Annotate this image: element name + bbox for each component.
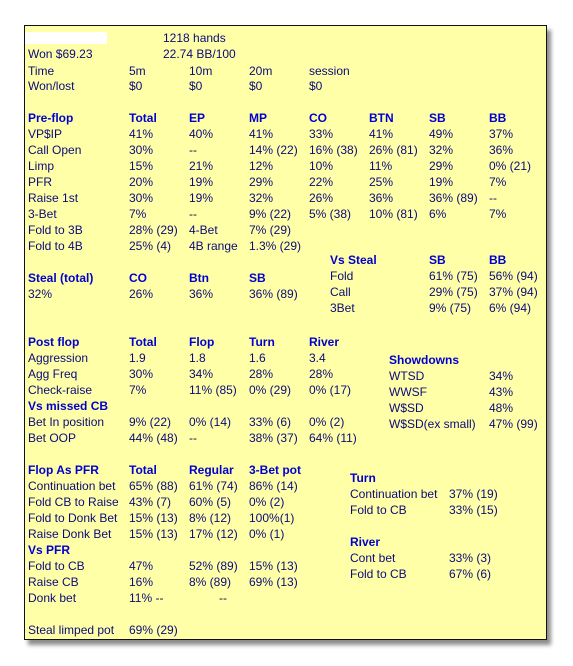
stat-label: Aggression bbox=[28, 351, 89, 365]
stat-value: 8% (12) bbox=[189, 511, 232, 525]
stat-label: Fold to CB bbox=[350, 503, 407, 517]
stat-value: 12% bbox=[249, 159, 274, 173]
stat-label: 3-Bet bbox=[28, 207, 57, 221]
stat-value: -- bbox=[219, 591, 227, 605]
stat-value: 43% bbox=[489, 385, 514, 399]
stat-label: WTSD bbox=[389, 369, 425, 383]
stat-value: 67% (6) bbox=[449, 567, 492, 581]
stat-value: -- bbox=[189, 207, 197, 221]
stat-value: 15% (13) bbox=[249, 559, 298, 573]
stat-value: 10% (81) bbox=[369, 207, 418, 221]
preflop-col-mp: MP bbox=[249, 111, 267, 125]
stat-value: 19% bbox=[429, 175, 454, 189]
stat-value: 28% bbox=[309, 367, 334, 381]
stat-value: 37% bbox=[489, 127, 514, 141]
period-10m: 10m bbox=[189, 64, 213, 78]
stat-label: Call bbox=[330, 285, 351, 299]
stat-value: 37% (94) bbox=[489, 285, 538, 299]
won-amount: Won $69.23 bbox=[28, 47, 93, 61]
steal-col-sb: SB bbox=[249, 271, 266, 285]
stat-value: 0% (14) bbox=[189, 415, 232, 429]
stat-value: 5% (38) bbox=[309, 207, 352, 221]
stat-label: Donk bet bbox=[28, 591, 77, 605]
stat-value: 1.8 bbox=[189, 351, 206, 365]
stat-label: W$SD(ex small) bbox=[389, 417, 476, 431]
time-label: Time bbox=[28, 64, 55, 78]
vs-missed-cb-header: Vs missed CB bbox=[28, 399, 109, 413]
stat-value: 7% bbox=[489, 207, 507, 221]
stat-value: 26% (81) bbox=[369, 143, 418, 157]
four-bet-range-label: 4B range bbox=[189, 239, 238, 253]
stat-value: 30% bbox=[129, 143, 154, 157]
stat-label: 3Bet bbox=[330, 301, 355, 315]
stat-value: 32% bbox=[429, 143, 454, 157]
stat-label: Fold CB to Raise bbox=[28, 495, 119, 509]
river-header: River bbox=[350, 535, 381, 549]
stat-label: Fold to CB bbox=[28, 559, 85, 573]
showdowns-header: Showdowns bbox=[389, 353, 459, 367]
stat-value: 40% bbox=[189, 127, 214, 141]
player-stats-hud bbox=[24, 25, 547, 640]
stat-label: Agg Freq bbox=[28, 367, 78, 381]
stat-value: 9% (22) bbox=[129, 415, 172, 429]
stat-label: WWSF bbox=[389, 385, 427, 399]
flop-pfr-col-regular: Regular bbox=[189, 463, 234, 477]
stat-value: 21% bbox=[189, 159, 214, 173]
wonlost-session: $0 bbox=[309, 79, 323, 93]
steal-col-co: CO bbox=[129, 271, 147, 285]
stat-value: 11% (85) bbox=[189, 383, 237, 397]
stat-value: 30% bbox=[129, 191, 154, 205]
stat-value: 19% bbox=[189, 191, 214, 205]
stat-label: Bet OOP bbox=[28, 431, 77, 445]
stat-value: 56% (94) bbox=[489, 269, 538, 283]
stat-value: 26% bbox=[309, 191, 334, 205]
stat-value: 33% (15) bbox=[449, 503, 498, 517]
stat-value: 1.6 bbox=[249, 351, 266, 365]
vs-steal-header: Vs Steal bbox=[330, 253, 377, 267]
flop-pfr-col-total: Total bbox=[129, 463, 157, 477]
stat-value: -- bbox=[489, 191, 497, 205]
stat-value: 7% bbox=[129, 383, 147, 397]
stat-value: 17% (12) bbox=[189, 527, 238, 541]
postflop-col-total: Total bbox=[129, 335, 157, 349]
stat-value: 16% (38) bbox=[309, 143, 358, 157]
period-session: session bbox=[309, 64, 350, 78]
stat-value: 25% bbox=[369, 175, 394, 189]
stat-value: 36% bbox=[489, 143, 514, 157]
stat-label: Fold to CB bbox=[350, 567, 407, 581]
stat-value: 100%(1) bbox=[249, 511, 295, 525]
stat-value: 15% (13) bbox=[129, 511, 178, 525]
stat-value: 38% (37) bbox=[249, 431, 298, 445]
fold-to-4b-label: Fold to 4B bbox=[28, 239, 83, 253]
stat-value: 0% (17) bbox=[309, 383, 352, 397]
stat-value: 69% (13) bbox=[249, 575, 298, 589]
stat-label: Call Open bbox=[28, 143, 82, 157]
stat-label: Cont bet bbox=[350, 551, 396, 565]
stat-value: 36% bbox=[369, 191, 394, 205]
stat-value: 9% (22) bbox=[249, 207, 292, 221]
stat-value: 7% bbox=[129, 207, 147, 221]
stat-value: 48% bbox=[489, 401, 514, 415]
stat-value: 32% bbox=[249, 191, 274, 205]
stat-value: 15% (13) bbox=[129, 527, 178, 541]
preflop-col-bb: BB bbox=[489, 111, 507, 125]
stat-label: Raise Donk Bet bbox=[28, 527, 112, 541]
steal-limped-pot-value: 69% (29) bbox=[129, 623, 178, 637]
stat-value: 6% bbox=[429, 207, 447, 221]
stat-value: 0% (29) bbox=[249, 383, 292, 397]
wonlost-5m: $0 bbox=[129, 79, 143, 93]
stat-value: 86% (14) bbox=[249, 479, 298, 493]
stat-value: 6% (94) bbox=[489, 301, 532, 315]
period-5m: 5m bbox=[129, 64, 146, 78]
stat-label: Continuation bet bbox=[28, 479, 116, 493]
stat-value: 8% (89) bbox=[189, 575, 232, 589]
stat-value: 64% (11) bbox=[309, 431, 357, 445]
stat-value: 29% (75) bbox=[429, 285, 478, 299]
stat-value: 10% bbox=[309, 159, 334, 173]
fold-to-3b-value: 28% (29) bbox=[129, 223, 178, 237]
stat-value: 43% (7) bbox=[129, 495, 172, 509]
stat-value: 11% -- bbox=[129, 591, 164, 605]
stat-value: -- bbox=[189, 143, 197, 157]
stat-label: VP$IP bbox=[28, 127, 63, 141]
postflop-col-turn: Turn bbox=[249, 335, 275, 349]
stat-value: 33% bbox=[309, 127, 334, 141]
stat-label: Raise 1st bbox=[28, 191, 79, 205]
stat-value: 11% bbox=[369, 159, 393, 173]
flop-pfr-header: Flop As PFR bbox=[28, 463, 99, 477]
four-bet-value: 7% (29) bbox=[249, 223, 292, 237]
steal-total-value: 32% bbox=[28, 287, 53, 301]
stat-label: Fold bbox=[330, 269, 354, 283]
stat-value: 61% (74) bbox=[189, 479, 238, 493]
hands-count: 1218 hands bbox=[163, 31, 226, 45]
stat-value: 30% bbox=[129, 367, 154, 381]
stat-value: 14% (22) bbox=[249, 143, 298, 157]
flop-pfr-col-3bet-pot: 3-Bet pot bbox=[249, 463, 301, 477]
preflop-col-total: Total bbox=[129, 111, 157, 125]
stat-value: 41% bbox=[369, 127, 394, 141]
player-name-redacted bbox=[25, 32, 107, 44]
stat-label: W$SD bbox=[389, 401, 424, 415]
wonlost-20m: $0 bbox=[249, 79, 263, 93]
preflop-col-ep: EP bbox=[189, 111, 206, 125]
stat-value: 20% bbox=[129, 175, 154, 189]
period-20m: 20m bbox=[249, 64, 273, 78]
bb-per-100: 22.74 BB/100 bbox=[163, 47, 236, 61]
steal-co-value: 26% bbox=[129, 287, 154, 301]
stat-value: 36% (89) bbox=[429, 191, 478, 205]
vs-steal-col-sb: SB bbox=[429, 253, 446, 267]
stat-value: 0% (1) bbox=[249, 527, 285, 541]
stat-label: Fold to Donk Bet bbox=[28, 511, 118, 525]
stat-value: 9% (75) bbox=[429, 301, 472, 315]
steal-limped-pot-label: Steal limped pot bbox=[28, 623, 115, 637]
stat-value: 29% bbox=[249, 175, 274, 189]
stat-value: 65% (88) bbox=[129, 479, 178, 493]
stat-label: PFR bbox=[28, 175, 52, 189]
stat-value: 33% (6) bbox=[249, 415, 292, 429]
preflop-col-co: CO bbox=[309, 111, 327, 125]
stat-value: 16% bbox=[129, 575, 154, 589]
postflop-col-river: River bbox=[309, 335, 340, 349]
postflop-col-flop: Flop bbox=[189, 335, 215, 349]
stat-value: -- bbox=[189, 431, 197, 445]
stat-value: 0% (2) bbox=[249, 495, 285, 509]
stat-label: Continuation bet bbox=[350, 487, 438, 501]
stat-value: 22% bbox=[309, 175, 334, 189]
four-bet-label: 4-Bet bbox=[189, 223, 218, 237]
preflop-header: Pre-flop bbox=[28, 111, 74, 125]
steal-col-btn: Btn bbox=[189, 271, 209, 285]
stat-value: 60% (5) bbox=[189, 495, 232, 509]
stat-value: 0% (2) bbox=[309, 415, 345, 429]
fold-to-3b-label: Fold to 3B bbox=[28, 223, 83, 237]
preflop-col-sb: SB bbox=[429, 111, 446, 125]
steal-btn-value: 36% bbox=[189, 287, 214, 301]
stat-value: 61% (75) bbox=[429, 269, 478, 283]
stat-value: 1.9 bbox=[129, 351, 146, 365]
vs-pfr-header: Vs PFR bbox=[28, 543, 71, 557]
stat-value: 7% bbox=[489, 175, 507, 189]
stat-label: Check-raise bbox=[28, 383, 93, 397]
stat-value: 44% (48) bbox=[129, 431, 178, 445]
stat-value: 0% (21) bbox=[489, 159, 532, 173]
stat-value: 15% bbox=[129, 159, 154, 173]
stat-value: 49% bbox=[429, 127, 454, 141]
stat-value: 52% (89) bbox=[189, 559, 238, 573]
stat-label: Bet In position bbox=[28, 415, 105, 429]
postflop-header: Post flop bbox=[28, 335, 80, 349]
stat-value: 33% (3) bbox=[449, 551, 492, 565]
stat-value: 41% bbox=[249, 127, 274, 141]
steal-header: Steal (total) bbox=[28, 271, 94, 285]
preflop-col-btn: BTN bbox=[369, 111, 394, 125]
steal-sb-value: 36% (89) bbox=[249, 287, 298, 301]
stat-value: 41% bbox=[129, 127, 154, 141]
fold-to-4b-value: 25% (4) bbox=[129, 239, 172, 253]
vs-steal-col-bb: BB bbox=[489, 253, 507, 267]
stat-value: 19% bbox=[189, 175, 214, 189]
turn-header: Turn bbox=[350, 471, 376, 485]
four-bet-range-value: 1.3% (29) bbox=[249, 239, 302, 253]
stat-value: 47% (99) bbox=[489, 417, 538, 431]
stat-value: 34% bbox=[189, 367, 214, 381]
stat-value: 28% bbox=[249, 367, 274, 381]
wonlost-10m: $0 bbox=[189, 79, 203, 93]
stat-value: 3.4 bbox=[309, 351, 326, 365]
stat-value: 37% (19) bbox=[449, 487, 498, 501]
stat-value: 29% bbox=[429, 159, 454, 173]
stat-label: Limp bbox=[28, 159, 55, 173]
stat-value: 47% bbox=[129, 559, 154, 573]
stat-label: Raise CB bbox=[28, 575, 79, 589]
wonlost-label: Won/lost bbox=[28, 79, 75, 93]
stat-value: 34% bbox=[489, 369, 514, 383]
